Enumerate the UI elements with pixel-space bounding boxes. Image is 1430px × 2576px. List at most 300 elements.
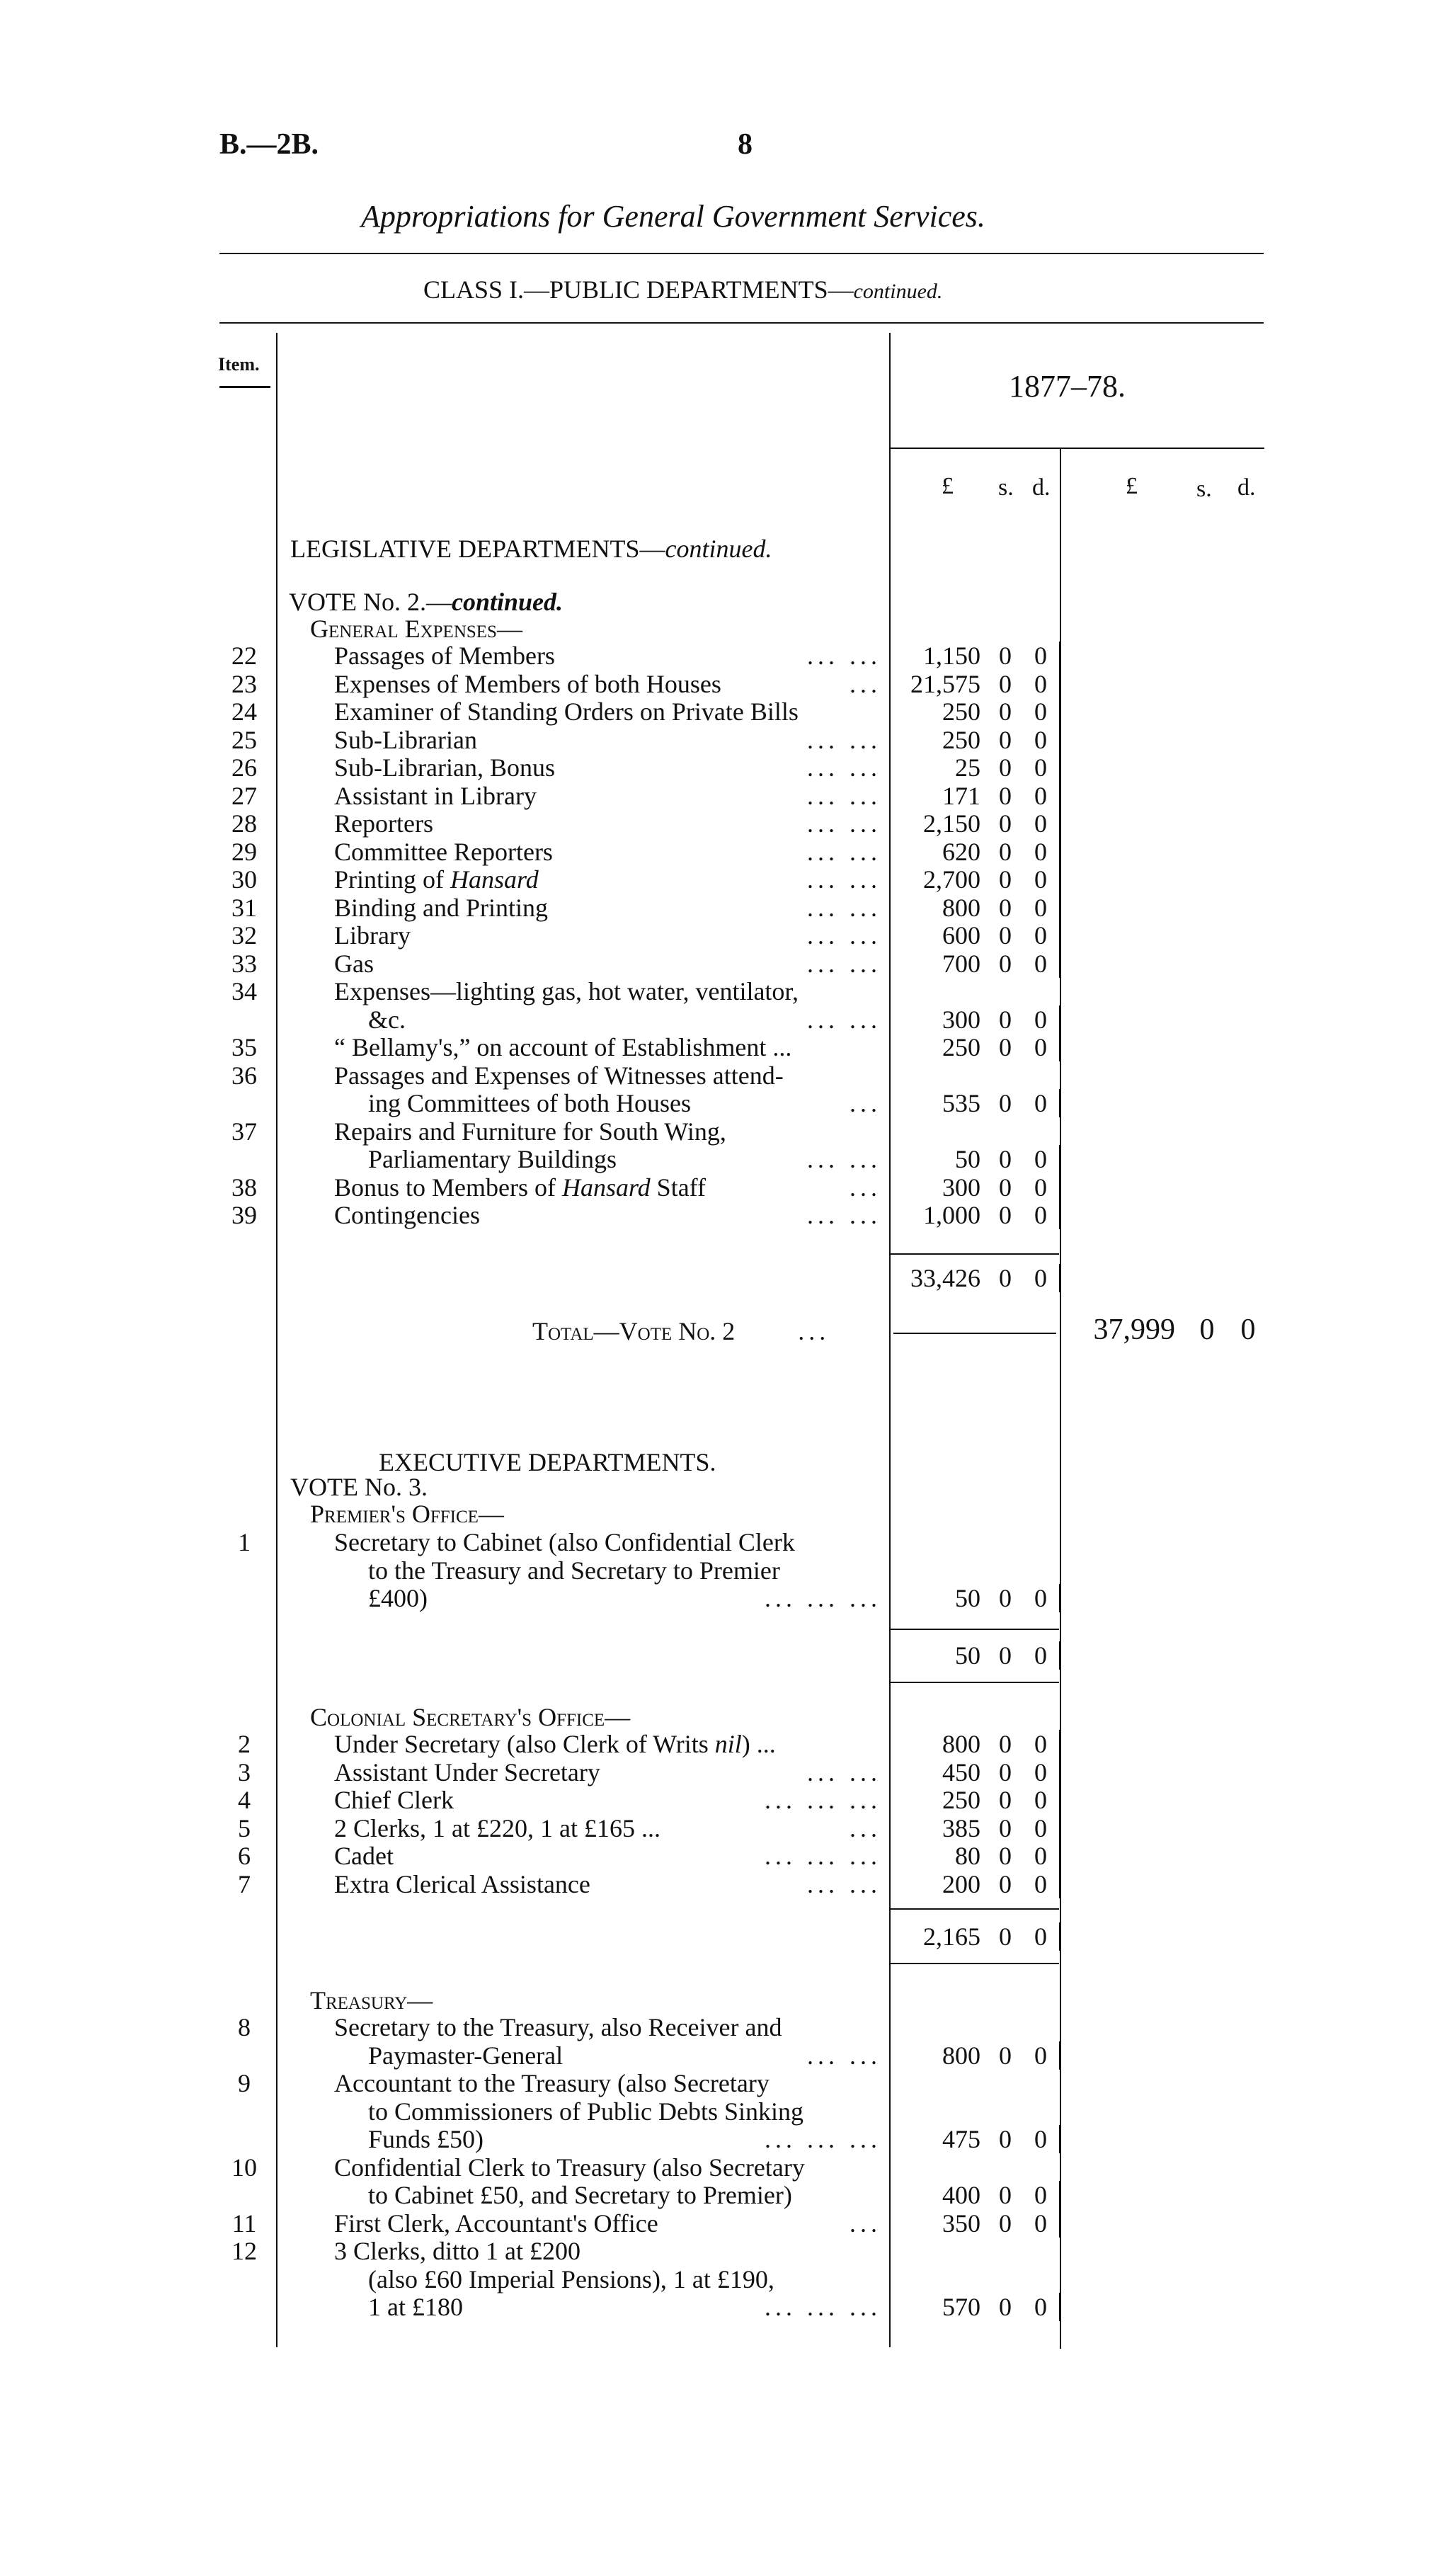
vote2-row-shillings: 0 [999,669,1012,698]
colonial-row-shillings: 0 [999,1869,1012,1898]
vote2-row-amount: 2,150 [923,809,980,838]
colonial-row-description-text: Cadet [334,1842,394,1870]
treasury-row-pence-tick [1059,2209,1060,2238]
vote2-row-leader-dots: ... ... [807,1201,881,1229]
vote2-row-pence-tick [1059,950,1060,978]
vote2-row-pence: 0 [1034,1005,1047,1034]
vote2-row-description-line [334,753,555,782]
treasury-row-amount: 400 [942,2181,980,2209]
colonial-row-description-line [334,1730,776,1758]
vote2-heading-main: VOTE No. 2.— [289,588,452,616]
vote2-row-description-line [334,894,548,922]
treasury-row-item-number: 9 [238,2069,251,2097]
vote2-row-amount: 50 [955,1145,980,1173]
treasury-row-leader-dots: ... ... ... [765,2293,881,2321]
treasury-row-description-text: Secretary to the Treasury, also Receiver and [334,2013,782,2041]
vote2-row-description-text: Bonus to Members of [334,1173,562,1202]
vote2-row-pence: 0 [1034,893,1047,922]
vote2-row-shillings: 0 [999,1033,1012,1061]
vote2-row-pence-tick [1059,1005,1060,1034]
vote2-row-description-text: Assistant in Library [334,781,537,810]
vote2-row-pence: 0 [1034,697,1047,726]
vote2-row-shillings: 0 [999,1005,1012,1034]
vote2-row-shillings: 0 [999,697,1012,726]
premier-row-description-line [334,1528,795,1556]
vote2-row-pence-tick [1059,670,1060,698]
colonial-row-amount: 385 [942,1813,980,1842]
vote2-row-pence: 0 [1034,809,1047,838]
vote2-row-description-line [334,921,411,950]
vote2-row-leader-dots: ... [850,1173,881,1202]
vote2-subtotal-rule [891,1253,1059,1255]
treasury-row-pence: 0 [1034,2209,1047,2238]
vote2-row-item-number: 29 [231,837,257,866]
colonial-row-description-tail: ) ... [741,1730,776,1758]
vote2-row-pence-tick [1059,1145,1060,1173]
vote2-row-item-number: 28 [231,809,257,838]
treasury-row-leader-dots: ... ... [807,2041,881,2070]
vote2-row-description-text: &c. [368,1005,406,1034]
colonial-subtotal-s: 0 [999,1922,1012,1951]
vote2-row-shillings: 0 [999,1145,1012,1173]
vote2-row-amount: 250 [942,697,980,726]
vote2-row-shillings: 0 [999,781,1012,810]
treasury-row-description-line [368,2125,484,2153]
pound-header: £ [942,473,954,499]
vote2-row-pence: 0 [1034,949,1047,978]
treasury-row-amount: 570 [942,2293,980,2321]
colonial-row-pence: 0 [1034,1730,1047,1758]
vote2-row-description-text: Contingencies [334,1201,480,1229]
vote2-row-item-number: 24 [231,697,257,726]
vote2-row-amount: 171 [942,781,980,810]
treasury-row-item-number: 12 [231,2237,257,2265]
treasury-row-description-text: 1 at £180 [368,2293,463,2321]
vote2-row-description-line [334,726,477,754]
vote2-row-description-line [334,950,374,978]
legislative-heading-main: LEGISLATIVE DEPARTMENTS— [290,535,665,563]
vote2-row-pence-tick [1059,1033,1060,1061]
premier-subtotal-s: 0 [999,1641,1012,1670]
vote2-row-pence: 0 [1034,865,1047,894]
vote2-row-description-text: Parliamentary Buildings [368,1145,617,1173]
vote2-row-pence: 0 [1034,1089,1047,1117]
treasury-row-shillings: 0 [999,2181,1012,2209]
vote2-row-item-number: 30 [231,865,257,894]
vote2-row-amount: 1,000 [923,1201,980,1229]
vote2-row-pence: 0 [1034,642,1047,670]
vote2-row-description-line [368,1145,617,1173]
vote2-row-description-line [334,838,553,866]
vote2-row-item-number: 37 [231,1117,257,1146]
vote2-row-shillings: 0 [999,809,1012,838]
treasury-row-description-text: Confidential Clerk to Treasury (also Secretary [334,2153,805,2182]
colonial-row-description-text: 2 Clerks, 1 at £220, 1 at £165 ... [334,1813,660,1842]
vote2-row-description-text: Printing of [334,865,451,894]
vote2-row-leader-dots: ... ... [807,893,881,922]
vote2-row-description-line [334,1033,791,1061]
class-heading-cont: continued. [853,280,943,303]
vote2-row-shillings: 0 [999,725,1012,754]
colonial-row-leader-dots: ... [850,1813,881,1842]
colonial-row-leader-dots: ... ... ... [765,1786,881,1814]
treasury-row-description-text: Accountant to the Treasury (also Secretary [334,2069,770,2097]
vote2-row-item-number: 38 [231,1173,257,1202]
treasury-row-item-number: 10 [231,2153,257,2182]
vote2-row-leader-dots: ... ... [807,642,881,670]
class-heading-main: CLASS I.—PUBLIC DEPARTMENTS— [423,275,854,304]
vote2-subtotal-amount: 33,426 [910,1264,980,1292]
year-header: 1877–78. [1009,369,1126,404]
treasury-row-pence: 0 [1034,2293,1047,2321]
treasury-row-leader-dots: ... ... ... [765,2125,881,2153]
colonial-subtotal-tick [1059,1922,1060,1951]
colonial-row-description-line [334,1842,394,1870]
vote2-row-item-number: 36 [231,1061,257,1090]
vote2-row-item-number: 35 [231,1033,257,1061]
colonial-row-item-number: 2 [238,1730,251,1758]
vote2-row-shillings: 0 [999,1173,1012,1202]
premier-heading: Premier's Office— [310,1500,504,1528]
pound-header-2: £ [1126,473,1138,499]
colonial-row-description-text: Under Secretary (also Clerk of Writs [334,1730,715,1758]
vote2-row-pence-tick [1059,1173,1060,1202]
vote2-row-description-text: Expenses—lighting gas, hot water, ventilator, [334,977,799,1005]
vote2-row-amount: 250 [942,725,980,754]
treasury-row-amount: 350 [942,2209,980,2238]
vote2-row-leader-dots: ... ... [807,921,881,950]
vote2-row-item-number: 31 [231,893,257,922]
vote2-row-description-line [334,670,721,698]
vote2-row-description-line [334,1061,784,1090]
vote2-row-pence-tick [1059,865,1060,894]
colonial-row-pence-tick [1059,1730,1060,1758]
vote2-row-item-number: 32 [231,921,257,950]
treasury-row-amount: 475 [942,2125,980,2153]
colonial-row-pence-tick [1059,1786,1060,1814]
vote2-row-description-line [334,642,555,670]
colonial-row-pence: 0 [1034,1842,1047,1870]
colonial-row-shillings: 0 [999,1757,1012,1786]
treasury-row-pence-tick [1059,2181,1060,2209]
premier-row-description-text: Secretary to Cabinet (also Confidential Clerk [334,1528,795,1556]
vote2-heading-cont: continued. [451,588,564,616]
vote2-row-item-number: 34 [231,977,257,1005]
treasury-row-shillings: 0 [999,2209,1012,2238]
treasury-row-description-text: Paymaster-General [368,2041,564,2070]
vote2-row-item-number: 22 [231,642,257,670]
vote2-row-pence-tick [1059,726,1060,754]
vote2-row-amount: 1,150 [923,642,980,670]
vote2-row-item-number: 27 [231,781,257,810]
colonial-subtotal-bottom-rule [891,1963,1059,1964]
legislative-heading-cont: continued. [665,535,772,563]
title-rule [219,253,1264,254]
treasury-row-pence-tick [1059,2293,1060,2321]
vote2-row-pence-tick [1059,1089,1060,1117]
vote2-row-amount: 21,575 [910,669,980,698]
vote2-row-amount: 600 [942,921,980,950]
vote2-row-description-line [334,697,799,726]
vote2-total-dots: ... [798,1317,830,1345]
treasury-row-shillings: 0 [999,2041,1012,2070]
colonial-subtotal-rule [891,1908,1059,1910]
colonial-row-description-line [334,1814,660,1842]
colonial-row-pence-tick [1059,1758,1060,1786]
vote2-row-description-line [334,1201,480,1229]
treasury-row-item-number: 11 [231,2209,257,2238]
colonial-row-description-line [334,1870,590,1898]
vote2-row-pence-tick [1059,1201,1060,1229]
colonial-row-amount: 250 [942,1786,980,1814]
premier-subtotal-amount: 50 [955,1641,980,1670]
general-expenses-heading: General Expenses— [310,615,522,643]
vote2-row-shillings: 0 [999,642,1012,670]
colonial-subtotal-amount: 2,165 [923,1922,980,1951]
vote2-row-leader-dots: ... ... [807,949,881,978]
vote2-row-amount: 620 [942,837,980,866]
treasury-row-leader-dots: ... [850,2209,881,2238]
vote2-row-description-text: Reporters [334,809,433,838]
vote2-heading [289,588,563,616]
colonial-row-description-text: Assistant Under Secretary [334,1757,600,1786]
vote2-row-italic-word: Hansard [450,865,539,894]
treasury-row-amount: 800 [942,2041,980,2070]
vote2-row-leader-dots: ... ... [807,1145,881,1173]
vote2-row-description-line [334,865,539,894]
vote2-row-description-text: Examiner of Standing Orders on Private Bills [334,697,799,726]
vote2-row-shillings: 0 [999,921,1012,950]
vote2-row-leader-dots: ... [850,669,881,698]
table-top-rule [219,322,1264,324]
vote2-row-pence: 0 [1034,921,1047,950]
vote2-row-shillings: 0 [999,949,1012,978]
vote2-row-description-text: Passages and Expenses of Witnesses attend- [334,1061,784,1090]
item-column-divider [276,333,278,2347]
treasury-row-description-text: Funds £50) [368,2125,484,2153]
premier-row-pence-tick [1059,1584,1060,1612]
colonial-row-leader-dots: ... ... [807,1757,881,1786]
treasury-row-description-text: 3 Clerks, ditto 1 at £200 [334,2237,580,2265]
vote2-row-pence: 0 [1034,669,1047,698]
treasury-row-description-line [334,2209,658,2238]
vote2-row-italic-word: Hansard [561,1173,651,1202]
treasury-heading: Treasury— [310,1986,433,2014]
shilling-header-2: s. [1196,476,1212,502]
vote2-row-pence-tick [1059,753,1060,782]
vote2-row-shillings: 0 [999,753,1012,782]
vote2-row-description-tail: Staff [650,1173,706,1202]
vote2-row-description-text: Sub-Librarian, Bonus [334,753,555,782]
item-column-header: Item. [218,354,260,375]
premier-subtotal-bottom-rule [891,1682,1059,1683]
colonial-row-description-line [334,1758,600,1786]
vote2-row-leader-dots: ... ... [807,725,881,754]
colonial-row-item-number: 4 [238,1786,251,1814]
colonial-row-leader-dots: ... ... ... [765,1842,881,1870]
vote2-row-description-line [334,1117,726,1146]
vote2-row-amount: 300 [942,1005,980,1034]
treasury-row-description-text: First Clerk, Accountant's Office [334,2209,658,2238]
treasury-row-description-text: to Commissioners of Public Debts Sinking [368,2097,804,2126]
vote2-row-pence-tick [1059,642,1060,670]
vote2-row-pence-tick [1059,894,1060,922]
premier-row-description-line [368,1556,780,1585]
treasury-row-description-line [368,2041,563,2070]
vote2-row-leader-dots: ... ... [807,753,881,782]
colonial-row-italic-word: nil [714,1730,742,1758]
year-rule [889,448,1264,449]
page-title: Appropriations for General Government Services. [361,199,985,234]
colonial-row-pence: 0 [1034,1757,1047,1786]
colonial-row-amount: 80 [955,1842,980,1870]
colonial-row-pence-tick [1059,1870,1060,1898]
colonial-row-item-number: 6 [238,1842,251,1870]
colonial-row-shillings: 0 [999,1786,1012,1814]
premier-row-amount: 50 [955,1584,980,1612]
vote2-row-description-text: Repairs and Furniture for South Wing, [334,1117,726,1146]
colonial-row-item-number: 5 [238,1813,251,1842]
executive-heading: EXECUTIVE DEPARTMENTS. [379,1448,716,1476]
premier-subtotal-d: 0 [1034,1641,1047,1670]
vote2-total-d: 0 [1240,1313,1256,1346]
vote2-row-amount: 25 [955,753,980,782]
class-heading [423,275,942,304]
vote2-row-description-text: Passages of Members [334,642,555,670]
treasury-row-description-line [368,2265,774,2293]
premier-row-item-number: 1 [238,1528,251,1556]
treasury-row-item-number: 8 [238,2013,251,2041]
vote2-row-description-line [334,809,433,838]
vote2-row-leader-dots: ... ... [807,837,881,866]
vote2-total-label-text: Total—Vote No. 2 [532,1317,736,1345]
colonial-row-shillings: 0 [999,1842,1012,1870]
colonial-row-pence: 0 [1034,1813,1047,1842]
premier-subtotal-tick [1059,1641,1060,1670]
treasury-row-description-line [334,2237,580,2265]
treasury-row-description-line [368,2181,792,2209]
vote2-row-description-text: Committee Reporters [334,837,553,866]
item-header-rule [219,386,270,388]
amount-column-divider [889,333,891,2347]
premier-row-leader-dots: ... ... ... [765,1584,881,1612]
vote2-row-pence: 0 [1034,781,1047,810]
vote2-row-description-line [334,977,799,1005]
vote2-row-item-number: 23 [231,669,257,698]
colonial-heading: Colonial Secretary's Office— [310,1703,631,1731]
treasury-row-description-line [368,2097,803,2126]
colonial-row-amount: 450 [942,1757,980,1786]
vote2-total-label [532,1317,830,1345]
vote2-row-pence: 0 [1034,725,1047,754]
vote2-row-description-text: Gas [334,949,374,978]
vote2-total-amount: 37,999 [1093,1313,1175,1346]
premier-row-shillings: 0 [999,1584,1012,1612]
vote2-row-description-text: Binding and Printing [334,893,549,922]
pence-header-2: d. [1237,474,1256,501]
vote2-total-dash [893,1333,1056,1334]
premier-row-description-text: to the Treasury and Secretary to Premier [368,1556,780,1585]
vote2-row-description-text: Sub-Librarian [334,725,477,754]
vote2-row-shillings: 0 [999,893,1012,922]
vote2-row-shillings: 0 [999,1089,1012,1117]
premier-row-description-text: £400) [368,1584,428,1612]
treasury-row-description-line [368,2293,463,2321]
vote2-row-amount: 535 [942,1089,980,1117]
colonial-row-description-text: Chief Clerk [334,1786,454,1814]
vote2-row-pence-tick [1059,697,1060,726]
document-ref: B.—2B. [219,128,319,161]
treasury-row-description-line [334,2013,782,2041]
colonial-row-description-text: Extra Clerical Assistance [334,1869,590,1898]
vote2-row-pence-tick [1059,921,1060,950]
treasury-row-pence-tick [1059,2041,1060,2070]
treasury-row-description-line [334,2153,805,2182]
legislative-heading [290,535,772,563]
vote2-row-description-text: “ Bellamy's,” on account of Establishment ... [334,1033,792,1061]
vote2-row-shillings: 0 [999,865,1012,894]
vote2-row-description-text: ing Committees of both Houses [368,1089,691,1117]
treasury-row-pence: 0 [1034,2041,1047,2070]
vote2-row-pence: 0 [1034,1201,1047,1229]
vote2-row-shillings: 0 [999,1201,1012,1229]
vote2-row-leader-dots: ... [850,1089,881,1117]
treasury-row-pence: 0 [1034,2181,1047,2209]
vote2-row-pence-tick [1059,838,1060,866]
vote2-row-pence: 0 [1034,1173,1047,1202]
vote2-row-amount: 2,700 [923,865,980,894]
vote2-row-description-line [334,782,537,810]
vote2-subtotal-s: 0 [999,1264,1012,1292]
vote2-row-item-number: 39 [231,1201,257,1229]
vote2-row-pence: 0 [1034,1033,1047,1061]
vote2-row-item-number: 33 [231,949,257,978]
treasury-row-description-line [334,2069,770,2097]
shilling-header: s. [998,474,1014,501]
vote2-row-pence: 0 [1034,753,1047,782]
treasury-row-shillings: 0 [999,2293,1012,2321]
vote2-row-pence-tick [1059,809,1060,838]
vote2-row-item-number: 25 [231,725,257,754]
treasury-row-pence-tick [1059,2125,1060,2153]
colonial-row-item-number: 7 [238,1869,251,1898]
vote2-subtotal-d: 0 [1034,1264,1047,1292]
treasury-row-description-text: (also £60 Imperial Pensions), 1 at £190, [368,2264,774,2293]
vote2-row-amount: 700 [942,949,980,978]
vote2-subtotal-tick [1059,1264,1060,1292]
treasury-row-description-text: to Cabinet £50, and Secretary to Premier) [368,2181,792,2209]
colonial-row-pence-tick [1059,1814,1060,1842]
pence-header: d. [1032,474,1051,501]
colonial-row-shillings: 0 [999,1813,1012,1842]
colonial-row-pence: 0 [1034,1869,1047,1898]
vote2-row-leader-dots: ... ... [807,781,881,810]
vote2-row-description-text: Library [334,921,411,950]
colonial-row-shillings: 0 [999,1730,1012,1758]
colonial-row-pence: 0 [1034,1786,1047,1814]
treasury-row-shillings: 0 [999,2125,1012,2153]
vote2-row-pence: 0 [1034,837,1047,866]
vote2-row-pence-tick [1059,782,1060,810]
premier-row-pence: 0 [1034,1584,1047,1612]
colonial-subtotal-d: 0 [1034,1922,1047,1951]
vote2-row-description-line [334,1173,706,1202]
vote2-row-description-text: Expenses of Members of both Houses [334,669,721,698]
vote2-row-amount: 250 [942,1033,980,1061]
vote2-row-leader-dots: ... ... [807,865,881,894]
page-number: 8 [738,128,753,161]
vote3-heading: VOTE No. 3. [290,1473,428,1501]
